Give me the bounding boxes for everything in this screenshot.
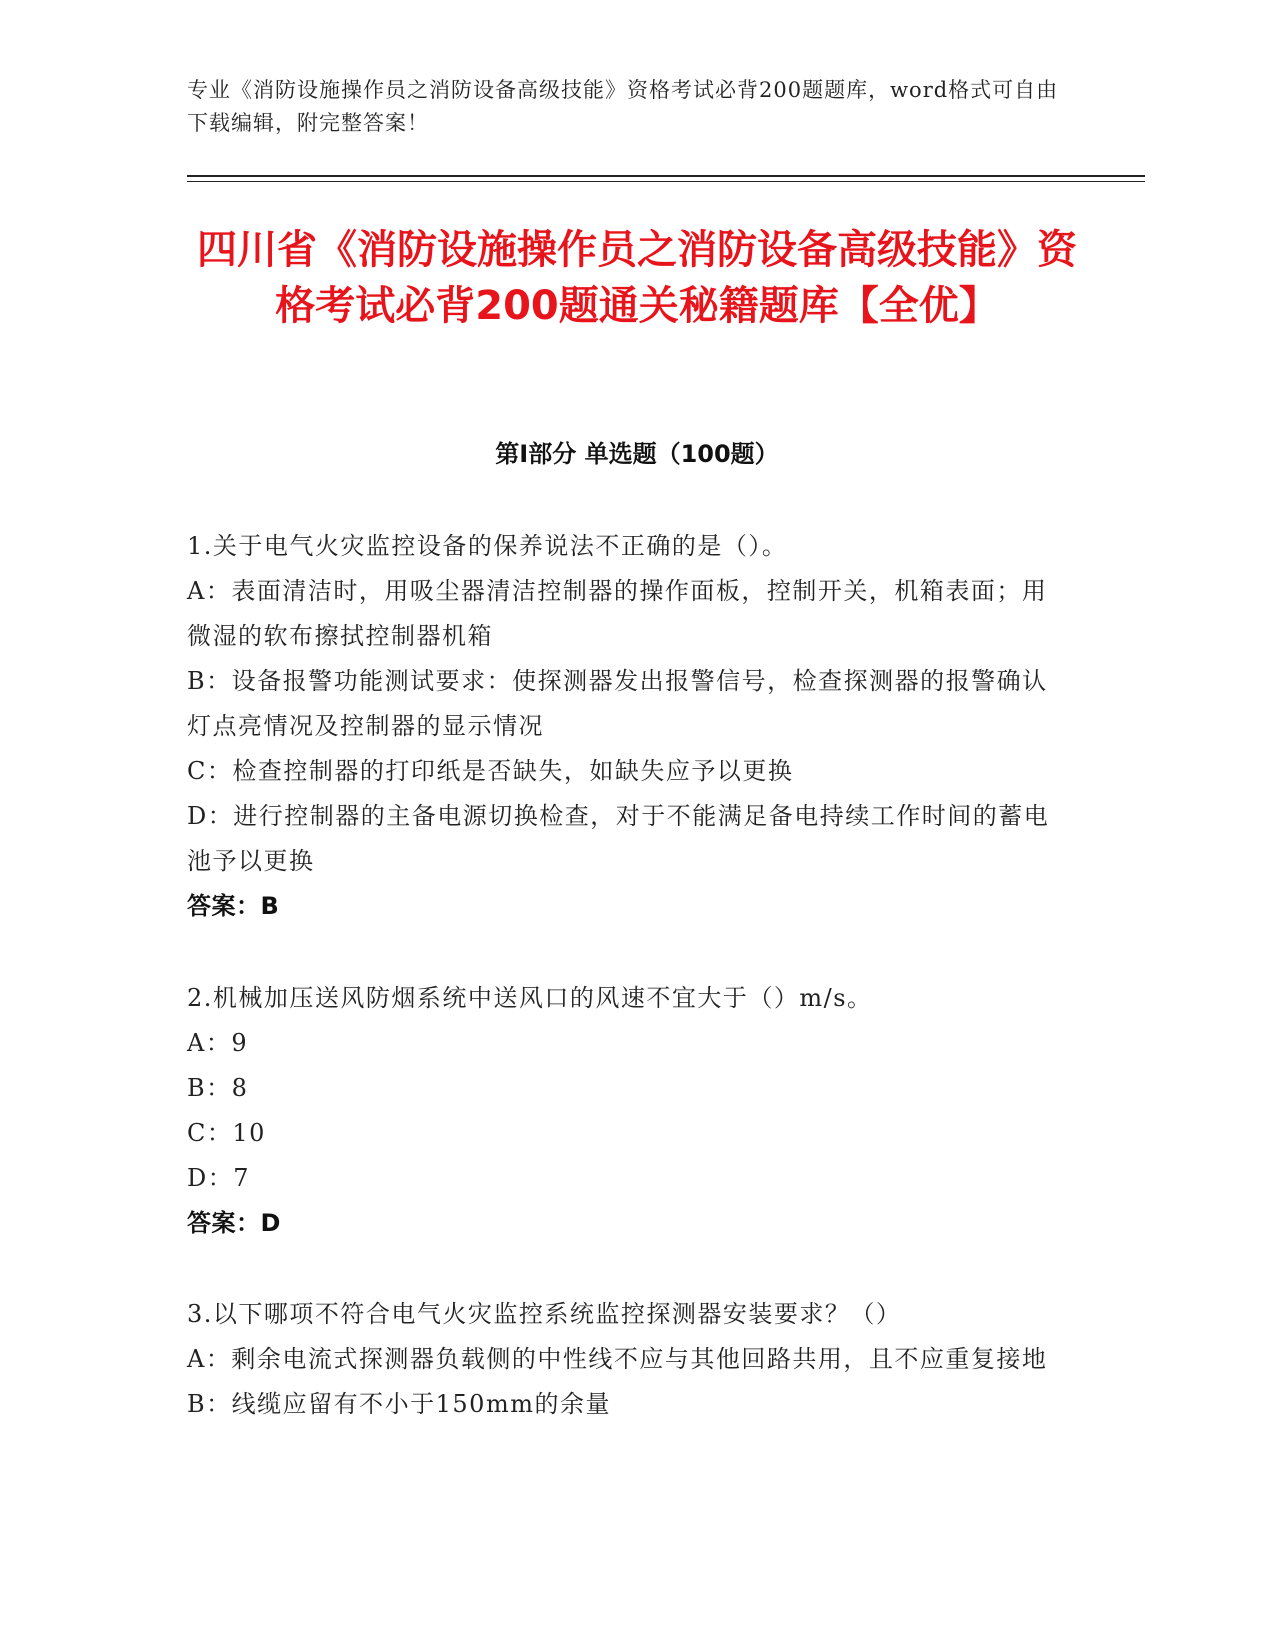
- header-divider: [187, 175, 1145, 177]
- option-a: A：表面清洁时，用吸尘器清洁控制器的操作面板，控制开关，机箱表面；用微湿的软布擦拭控制器机箱: [187, 577, 1048, 650]
- answer: 答案：D: [187, 1209, 281, 1237]
- document-title: 四川省《消防设施操作员之消防设备高级技能》资格考试必背200题通关秘籍题库【全优】: [197, 227, 1077, 329]
- question-3: [187, 1292, 1067, 1427]
- answer: 答案：B: [187, 892, 280, 920]
- option-d: D：进行控制器的主备电源切换检查，对于不能满足备电持续工作时间的蓄电池予以更换: [187, 802, 1050, 875]
- option-b: B：8: [187, 1074, 249, 1102]
- question-2: [187, 976, 1067, 1246]
- header-divider-thin: [187, 181, 1145, 182]
- option-a: A：9: [187, 1029, 249, 1057]
- option-b: B：设备报警功能测试要求：使探测器发出报警信号，检查探测器的报警确认灯点亮情况及控制器的显示情况: [187, 667, 1048, 740]
- option-c: C：10: [187, 1119, 266, 1147]
- section-heading: 第I部分 单选题（100题）: [495, 440, 779, 468]
- option-b: B：线缆应留有不小于150mm的余量: [187, 1390, 611, 1418]
- question-stem: 1.关于电气火灾监控设备的保养说法不正确的是（）。: [187, 532, 788, 560]
- option-c: C：检查控制器的打印纸是否缺失，如缺失应予以更换: [187, 757, 794, 785]
- question-stem: 3.以下哪项不符合电气火灾监控系统监控探测器安装要求？（）: [187, 1300, 902, 1328]
- option-d: D：7: [187, 1164, 251, 1192]
- header-note: 专业《消防设施操作员之消防设备高级技能》资格考试必背200题题库，word格式可自由下载编辑，附完整答案！: [187, 78, 1059, 135]
- question-stem: 2.机械加压送风防烟系统中送风口的风速不宜大于（）m/s。: [187, 984, 873, 1012]
- option-a: A：剩余电流式探测器负载侧的中性线不应与其他回路共用，且不应重复接地: [187, 1345, 1048, 1373]
- question-1: [187, 524, 1067, 929]
